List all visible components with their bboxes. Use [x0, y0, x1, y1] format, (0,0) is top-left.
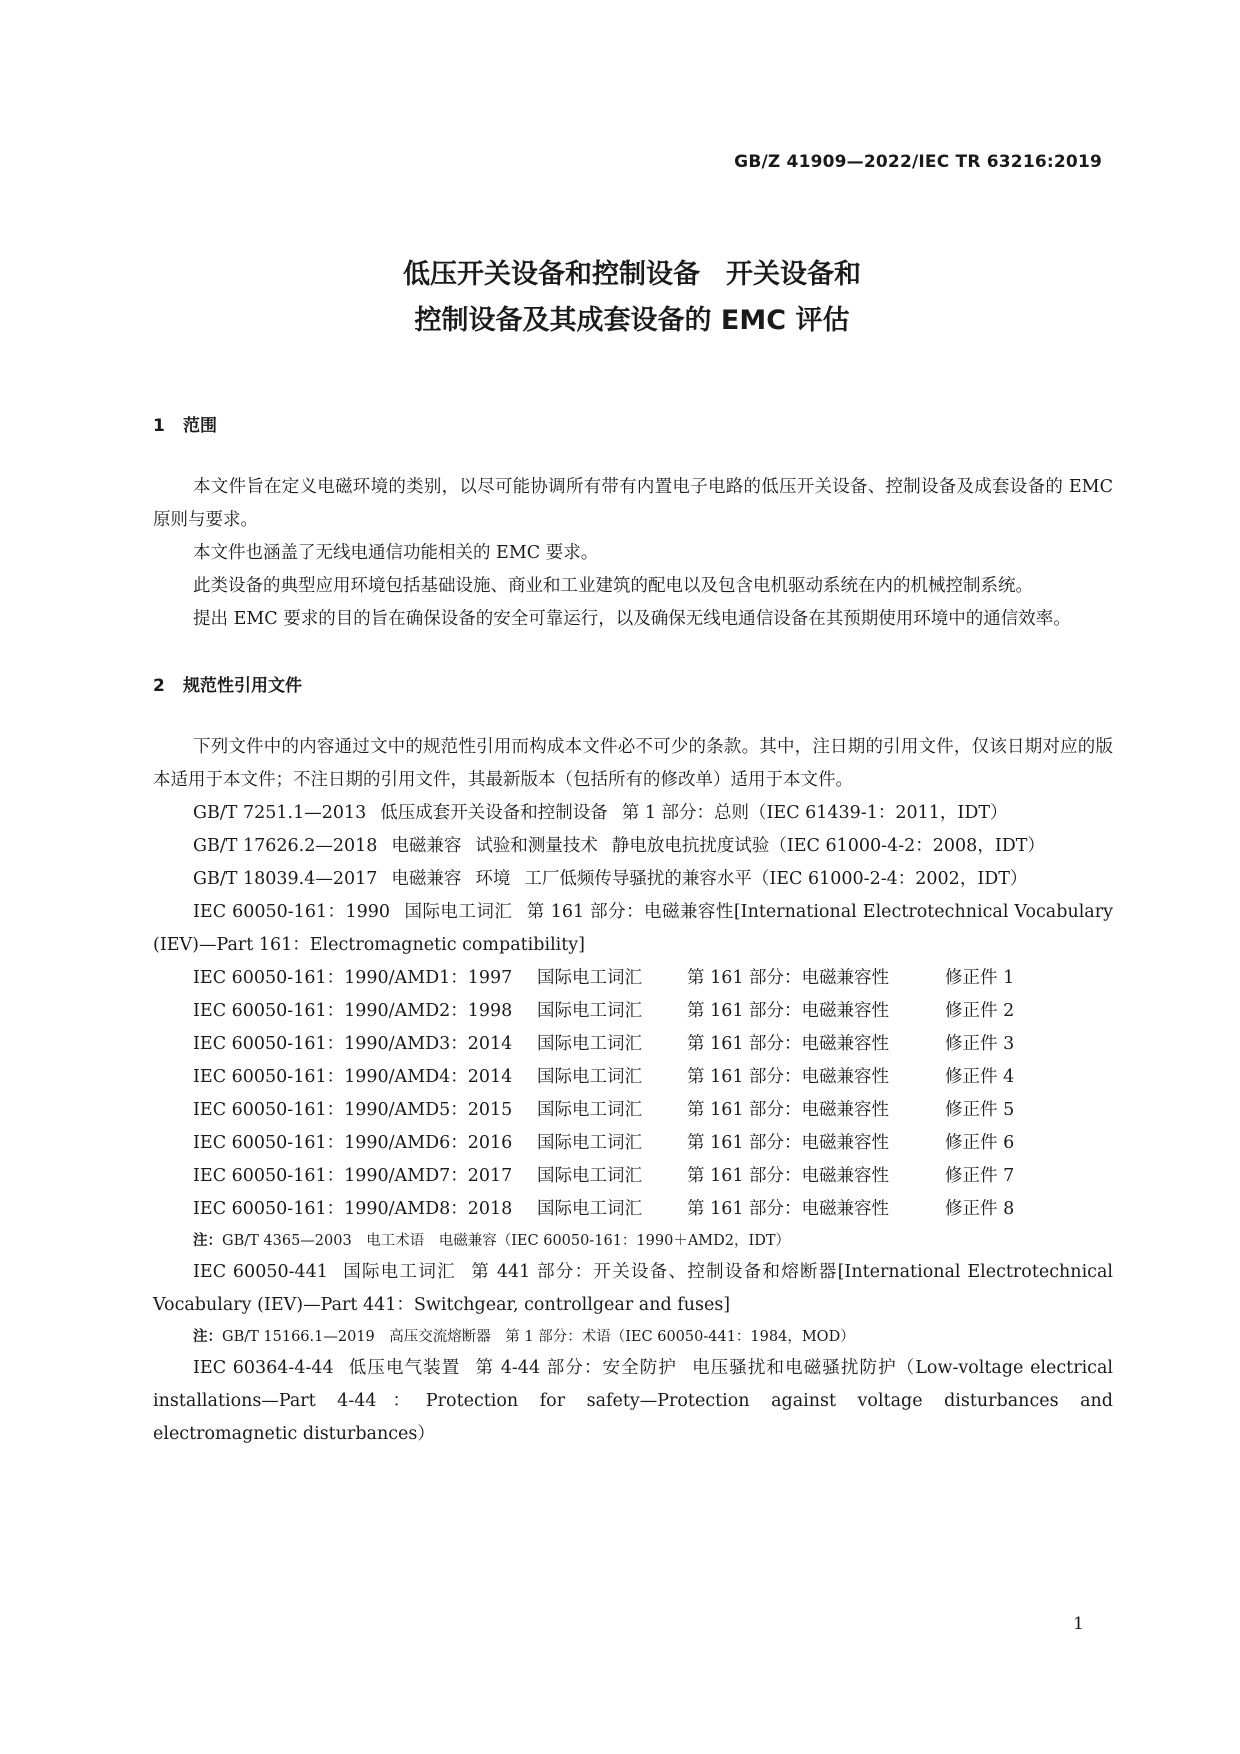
section-title: 规范性引用文件	[183, 676, 302, 696]
section-number: 1	[153, 416, 165, 436]
note	[153, 1322, 1113, 1352]
title-line-1	[150, 252, 1114, 298]
amendment-entry: IEC 60050-161：1990/AMD2：1998 国际电工词汇 第 161 部分：电磁兼容性 修正件 2	[193, 1001, 1015, 1021]
reference-entry: GB/T 7251.1—2013 低压成套开关设备和控制设备 第 1 部分：总则（IEC 61439-1：2011，IDT）	[193, 803, 1008, 823]
title-line-2: 控制设备及其成套设备的 EMC 评估	[414, 305, 850, 336]
amendment-entry: IEC 60050-161：1990/AMD6：2016 国际电工词汇 第 161 部分：电磁兼容性 修正件 6	[193, 1133, 1015, 1153]
document-title	[150, 252, 1114, 344]
section-number: 2	[153, 676, 165, 696]
reference-entry: IEC 60364-4-44 低压电气装置 第 4-44 部分：安全防护 电压骚扰和电磁骚扰防护（Low-voltage electrical installations—Part 4-44：Protection for safety—Protection against voltage disturbances and electromagnetic disturbances）	[153, 1358, 1114, 1444]
amendment-entry: IEC 60050-161：1990/AMD4：2014 国际电工词汇 第 161 部分：电磁兼容性 修正件 4	[193, 1067, 1015, 1087]
note	[153, 1226, 1113, 1256]
note-label: 注：	[193, 1329, 222, 1345]
amendment-entry: IEC 60050-161：1990/AMD1：1997 国际电工词汇 第 161 部分：电磁兼容性 修正件 1	[193, 968, 1015, 988]
amendment-entry: IEC 60050-161：1990/AMD8：2018 国际电工词汇 第 161 部分：电磁兼容性 修正件 8	[193, 1199, 1015, 1219]
page-number: 1	[1073, 1614, 1084, 1634]
reference-entry: GB/T 18039.4—2017 电磁兼容 环境 工厂低频传导骚扰的兼容水平（IEC 61000-2-4：2002，IDT）	[193, 869, 1028, 889]
section-title: 范围	[183, 416, 217, 436]
section-1-heading	[153, 410, 1113, 443]
note-text: GB/T 4365—2003 电工术语 电磁兼容（IEC 60050-161：1990＋AMD2，IDT）	[222, 1233, 791, 1249]
document-body	[153, 410, 1113, 1451]
reference-entry: GB/T 17626.2—2018 电磁兼容 试验和测量技术 静电放电抗扰度试验（IEC 61000-4-2：2008，IDT）	[193, 836, 1045, 856]
amendment-entry: IEC 60050-161：1990/AMD5：2015 国际电工词汇 第 161 部分：电磁兼容性 修正件 5	[193, 1100, 1015, 1120]
standard-code: GB/Z 41909—2022/IEC TR 63216:2019	[734, 152, 1102, 172]
paragraph: 本文件旨在定义电磁环境的类别，以尽可能协调所有带有内置电子电路的低压开关设备、控制设备及成套设备的 EMC 原则与要求。	[153, 477, 1113, 530]
paragraph: 本文件也涵盖了无线电通信功能相关的 EMC 要求。	[193, 543, 599, 563]
section-2-heading	[153, 670, 1113, 703]
paragraph: 此类设备的典型应用环境包括基础设施、商业和工业建筑的配电以及包含电机驱动系统在内的机械控制系统。	[193, 576, 1033, 596]
paragraph: 下列文件中的内容通过文中的规范性引用而构成本文件必不可少的条款。其中，注日期的引用文件，仅该日期对应的版本适用于本文件；不注日期的引用文件，其最新版本（包括所有的修改单）适用于本文件。	[153, 737, 1113, 790]
note-label: 注：	[193, 1233, 222, 1249]
title-line-1a: 低压开关设备和控制设备	[403, 259, 700, 290]
reference-entry: IEC 60050-441 国际电工词汇 第 441 部分：开关设备、控制设备和熔断器[International Electrotechnical Vocabulary (IEV)—Part 441：Switchgear, controllgear and fuses]	[153, 1262, 1113, 1315]
note-text: GB/T 15166.1—2019 高压交流熔断器 第 1 部分：术语（IEC 60050-441：1984，MOD）	[222, 1329, 855, 1345]
amendment-entry: IEC 60050-161：1990/AMD3：2014 国际电工词汇 第 161 部分：电磁兼容性 修正件 3	[193, 1034, 1015, 1054]
amendment-entry: IEC 60050-161：1990/AMD7：2017 国际电工词汇 第 161 部分：电磁兼容性 修正件 7	[193, 1166, 1015, 1186]
paragraph: 提出 EMC 要求的目的旨在确保设备的安全可靠运行，以及确保无线电通信设备在其预期使用环境中的通信效率。	[193, 609, 1071, 629]
reference-entry: IEC 60050-161：1990 国际电工词汇 第 161 部分：电磁兼容性[International Electrotechnical Vocabulary (IEV)—Part 161：Electromagnetic compatibility]	[153, 902, 1113, 955]
title-line-1b: 开关设备和	[726, 259, 861, 290]
